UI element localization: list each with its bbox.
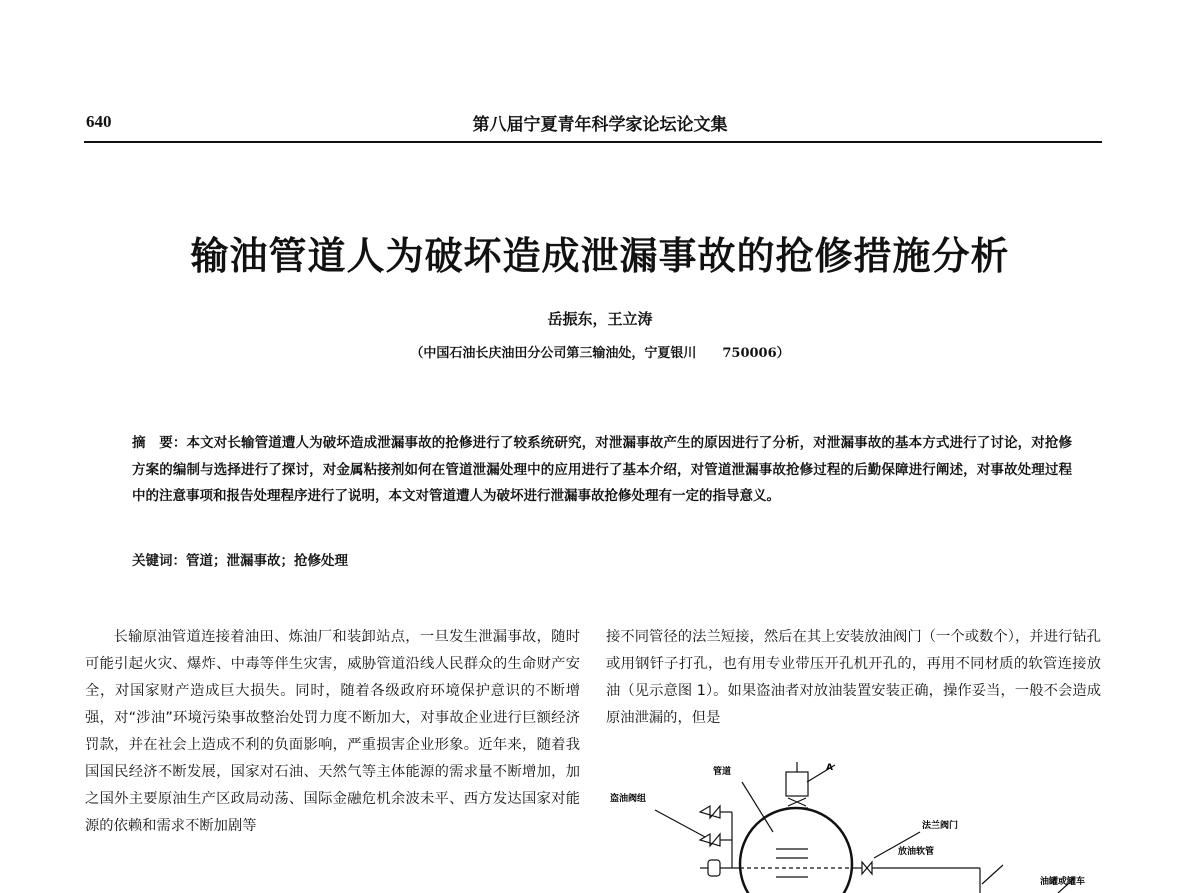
label-theft-valves: 盗油阀组: [610, 794, 647, 804]
pipe-cross-section: [740, 808, 852, 893]
keywords-label: 关键词：: [132, 553, 186, 569]
keywords-text: 管道；泄漏事故；抢修处理: [186, 553, 348, 569]
paper-title: 输油管道人为破坏造成泄漏事故的抢修措施分析: [190, 233, 1010, 278]
page-number: 640: [86, 112, 112, 131]
label-a: A: [826, 763, 833, 773]
abstract: [132, 430, 1072, 510]
header-rule: [84, 141, 1102, 143]
abstract-label: 摘 要：: [132, 435, 187, 451]
flange-valve-symbol: [862, 862, 872, 874]
keywords: [132, 549, 348, 569]
valve-symbol: [788, 798, 806, 806]
valve-box: [786, 772, 808, 796]
body-right-column: 接不同管径的法兰短接，然后在其上安装放油阀门（一个或数个），并进行钻孔或用钢钎子打孔，也有用专业带压开孔机开孔的，再用不同材质的软管连接放油（见示意图 1）。如果盗油者对放油装置安装正确，操作妥当，一般不会造成原油泄漏的，但是: [606, 629, 1101, 726]
affiliation: （中国石油长庆油田分公司第三输油处，宁夏银川 750006）: [410, 346, 790, 361]
label-pipe: 管道: [713, 767, 732, 777]
abstract-text: 本文对长输管道遭人为破坏造成泄漏事故的抢修进行了较系统研究，对泄漏事故产生的原因进行了分析，对泄漏事故的基本方式进行了讨论，对抢修方案的编制与选择进行了探讨，对金属粘接剂如何在管道泄漏处理中的应用进行了基本介绍，对管道泄漏事故抢修过程的后勤保障进行阐述，对事故处理过程中的注意事项和报告处理程序进行了说明，本文对管道遭人为破坏进行泄漏事故抢修处理有一定的指导意义。: [132, 435, 1072, 504]
label-hose: 放油软管: [898, 847, 935, 857]
figure-1-diagram: [590, 740, 1110, 893]
running-title: 第八届宁夏青年科学家论坛论文集: [472, 115, 728, 135]
authors: 岳振东，王立涛: [547, 310, 653, 328]
body-left-column: 长输原油管道连接着油田、炼油厂和装卸站点，一旦发生泄漏事故，随时可能引起火灾、爆炸、中毒等伴生灾害，威胁管道沿线人民群众的生命财产安全，对国家财产造成巨大损失。同时，随着各级政府环境保护意识的不断增强，对“涉油”环境污染事故整治处罚力度不断加大，对事故企业进行巨额经济罚款，并在社会上造成不利的负面影响，严重损害企业形象。近年来，随着我国国民经济不断发展，国家对石油、天然气等主体能源的需求量不断增加，加之国外主要原油生产区政局动荡、国际金融危机余波未平、西方发达国家对能源的依赖和需求不断加剧等: [85, 629, 580, 834]
label-tank: 油罐或罐车: [1040, 877, 1086, 887]
label-flange-valve: 法兰阀门: [922, 821, 959, 831]
